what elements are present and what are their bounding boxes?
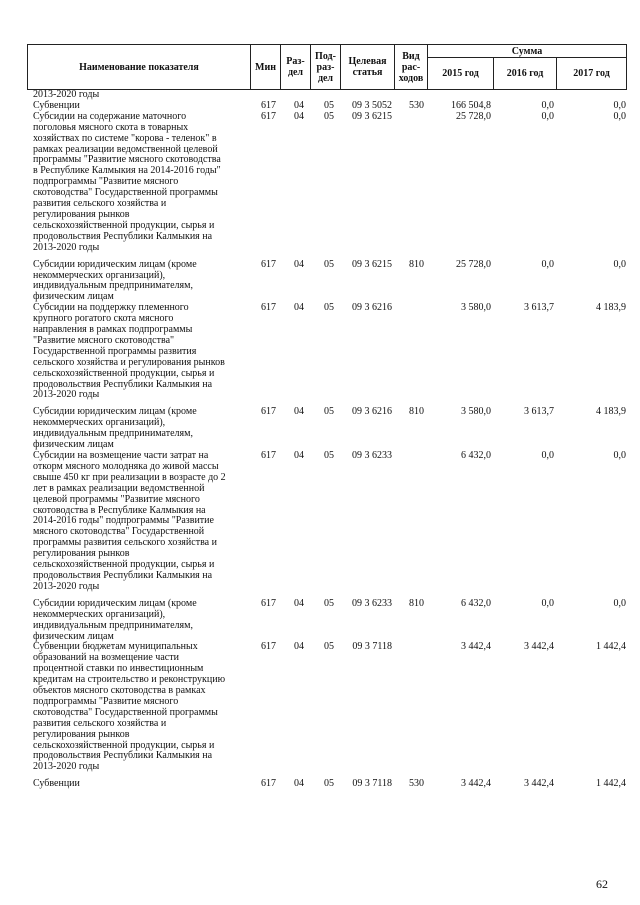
cell-name: Субсидии юридическим лицам (кроме некоммерческих организаций), индивидуальным предпринимателям, физическим лицам — [33, 597, 197, 642]
cell-s2015: 3 442,4 — [461, 778, 491, 790]
cell-podrazdel: 05 — [324, 406, 334, 418]
cell-s2015: 25 728,0 — [456, 258, 491, 270]
table-row — [27, 407, 626, 451]
cell-razdel: 04 — [294, 450, 304, 461]
cell-name: Субсидии на поддержку племенного крупного рогатого скота мясного направления в рамках подпрограммы "Развитие мясного скотоводства" Государственной программы развития сельского хозяйства и регулирования рынков сельскохозяйственной продукции, сырья и продовольствия Республики Калмыкия на 2013-2020 годы — [33, 302, 225, 401]
cell-vid: 810 — [409, 406, 424, 418]
header-razdel: Раз- дел — [281, 45, 311, 90]
cell-podrazdel: 05 — [324, 99, 334, 111]
cell-razdel: 04 — [294, 99, 304, 111]
cell-s2016: 0,0 — [541, 110, 554, 122]
document-page — [27, 44, 626, 790]
cell-podrazdel: 05 — [324, 302, 334, 314]
cell-min: 617 — [261, 597, 276, 609]
cell-s2015: 3 442,4 — [461, 641, 491, 653]
cell-target: 09 3 6216 — [352, 406, 392, 418]
cell-s2015: 6 432,0 — [461, 450, 491, 461]
cell-razdel: 04 — [294, 778, 304, 790]
cell-s2016: 0,0 — [541, 99, 554, 111]
cell-name: Субсидии на содержание маточного поголовья мясного скота в товарных хозяйствах по системе "корова - теленок" в рамках реализации ведомственной целевой программы "Развитие мясного скотоводства в Республике Калмыкия на 2014-2016 годы" подпрограммы "Развитие мясного скотоводства" Государственной программы развития сельского хозяйства и регулирования рынков сельскохозяйственной продукции, сырья и продовольствия Республики Калмыкия на 2013-2020 годы — [33, 110, 221, 253]
table-body — [27, 90, 626, 790]
cell-min: 617 — [261, 258, 276, 270]
cell-target: 09 3 6215 — [352, 110, 392, 122]
cell-target: 09 3 5052 — [352, 99, 392, 111]
cell-s2016: 3 442,4 — [524, 641, 554, 653]
page-number: 62 — [596, 877, 608, 891]
cell-vid: 530 — [409, 778, 424, 790]
cell-razdel: 04 — [294, 110, 304, 122]
cell-razdel: 04 — [294, 597, 304, 609]
header-podrazdel: Под- раз- дел — [311, 45, 341, 90]
cell-s2017: 0,0 — [613, 597, 626, 609]
header-target: Целевая статья — [341, 45, 395, 90]
cell-razdel: 04 — [294, 406, 304, 418]
table-row — [27, 112, 626, 254]
header-name: Наименование показателя — [28, 45, 251, 90]
table-row — [27, 303, 626, 401]
cell-razdel: 04 — [294, 641, 304, 653]
cell-s2017: 0,0 — [613, 99, 626, 111]
cell-min: 617 — [261, 302, 276, 314]
cell-s2017: 0,0 — [613, 110, 626, 122]
table-row — [27, 599, 626, 643]
cell-target: 09 3 6233 — [352, 450, 392, 461]
table-row — [27, 642, 626, 773]
cell-name: Субсидии юридическим лицам (кроме некоммерческих организаций), индивидуальным предпринимателям, физическим лицам — [33, 406, 197, 451]
cell-podrazdel: 05 — [324, 778, 334, 790]
cell-name: Субвенции — [33, 778, 80, 790]
cell-s2016: 3 442,4 — [524, 778, 554, 790]
header-vid: Вид рас- ходов — [395, 45, 428, 90]
cell-name: Субсидии на возмещение части затрат на откорм мясного молодняка до живой массы свыше 450 кг при реализации в возрасте до 2 лет в рамках реализации ведомственной целевой программы "Развитие мясного скотоводства в Республике Калмыкия на 2014-2016 годы" подпрограммы "Развитие мясного скотоводства" Государственной программы развития сельского хозяйства и регулирования рынков сельскохозяйственной продукции, сырья и продовольствия Республики Калмыкия на 2013-2020 годы — [33, 450, 226, 592]
cell-min: 617 — [261, 778, 276, 790]
cell-podrazdel: 05 — [324, 258, 334, 270]
cell-vid: 810 — [409, 597, 424, 609]
cell-min: 617 — [261, 99, 276, 111]
cell-s2017: 1 442,4 — [596, 641, 626, 653]
cell-s2017: 4 183,9 — [596, 406, 626, 418]
cell-vid: 530 — [409, 99, 424, 111]
cell-razdel: 04 — [294, 302, 304, 314]
table-row — [27, 260, 626, 304]
cell-min: 617 — [261, 110, 276, 122]
header-2016: 2016 год — [494, 58, 557, 90]
cell-target: 09 3 7118 — [352, 778, 392, 790]
cell-s2015: 25 728,0 — [456, 110, 491, 122]
cell-s2017: 0,0 — [613, 258, 626, 270]
cell-target: 09 3 6216 — [352, 302, 392, 314]
cell-target: 09 3 6215 — [352, 258, 392, 270]
cell-s2016: 3 613,7 — [524, 302, 554, 314]
cell-s2015: 3 580,0 — [461, 302, 491, 314]
cell-s2017: 1 442,4 — [596, 778, 626, 790]
cell-s2016: 0,0 — [541, 597, 554, 609]
header-summa: Сумма — [428, 45, 627, 58]
cell-name: 2013-2020 годы — [33, 89, 100, 100]
table-row — [27, 451, 626, 593]
cell-name: Субсидии юридическим лицам (кроме некоммерческих организаций), индивидуальным предпринимателям, физическим лицам — [33, 258, 197, 303]
cell-name: Субвенции бюджетам муниципальных образований на возмещение части процентной ставки по инвестиционным кредитам на строительство и реконструкцию объектов мясного скотоводства в рамках подпрограммы "Развитие мясного скотоводства" Государственной программы развития сельского хозяйства и регулирования рынков сельскохозяйственной продукции, сырья и продовольствия Республики Калмыкия на 2013-2020 годы — [33, 641, 226, 773]
cell-podrazdel: 05 — [324, 450, 334, 461]
header-2015: 2015 год — [428, 58, 494, 90]
table-row — [27, 779, 626, 790]
cell-s2015: 166 504,8 — [451, 99, 491, 111]
cell-min: 617 — [261, 641, 276, 653]
cell-s2016: 3 613,7 — [524, 406, 554, 418]
cell-target: 09 3 6233 — [352, 597, 392, 609]
cell-s2015: 3 580,0 — [461, 406, 491, 418]
cell-s2016: 0,0 — [541, 450, 554, 461]
cell-min: 617 — [261, 406, 276, 418]
cell-s2015: 6 432,0 — [461, 597, 491, 609]
cell-min: 617 — [261, 450, 276, 461]
cell-vid: 810 — [409, 258, 424, 270]
cell-podrazdel: 05 — [324, 597, 334, 609]
table-header — [27, 44, 627, 90]
cell-razdel: 04 — [294, 258, 304, 270]
cell-podrazdel: 05 — [324, 110, 334, 122]
cell-s2017: 0,0 — [613, 450, 626, 461]
cell-s2017: 4 183,9 — [596, 302, 626, 314]
header-min: Мин — [251, 45, 281, 90]
cell-target: 09 3 7118 — [352, 641, 392, 653]
cell-s2016: 0,0 — [541, 258, 554, 270]
cell-podrazdel: 05 — [324, 641, 334, 653]
header-2017: 2017 год — [557, 58, 627, 90]
cell-name: Субвенции — [33, 99, 80, 111]
